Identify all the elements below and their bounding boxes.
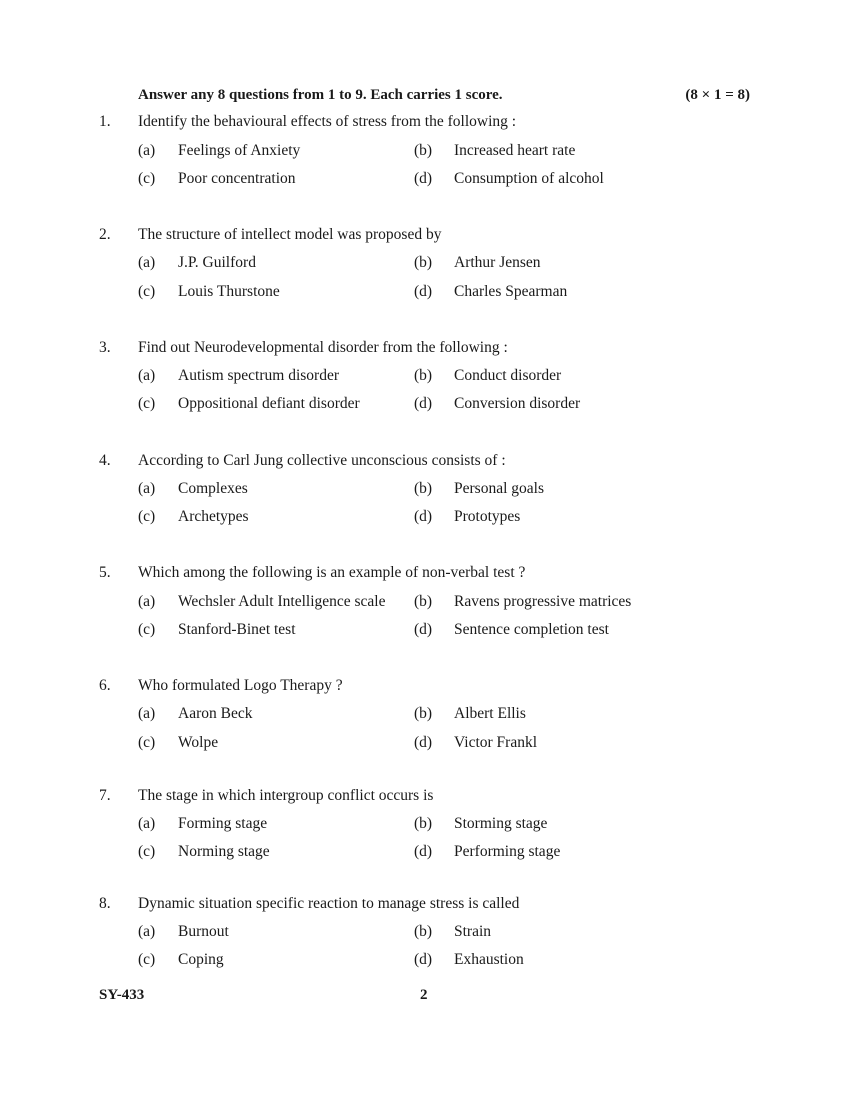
question-3 xyxy=(0,337,850,417)
option-label: (d) xyxy=(414,621,433,638)
option-label: (a) xyxy=(138,923,156,940)
option-label: (c) xyxy=(138,170,156,187)
page-number: 2 xyxy=(420,987,428,1003)
question-stem: The structure of intellect model was proposed by xyxy=(138,226,442,243)
option-label: (b) xyxy=(414,705,433,722)
question-number: 1. xyxy=(99,113,111,130)
question-stem: Which among the following is an example of non-verbal test ? xyxy=(138,564,526,581)
option-text: Feelings of Anxiety xyxy=(178,142,301,159)
option-text: Performing stage xyxy=(454,843,561,860)
option-text: Oppositional defiant disorder xyxy=(178,395,360,412)
option-text: Wechsler Adult Intelligence scale xyxy=(178,593,386,610)
option-label: (d) xyxy=(414,395,433,412)
question-stem: Who formulated Logo Therapy ? xyxy=(138,677,343,694)
option-text: Albert Ellis xyxy=(454,705,526,722)
option-text: Aaron Beck xyxy=(178,705,253,722)
question-number: 3. xyxy=(99,339,111,356)
option-text: Personal goals xyxy=(454,480,544,497)
question-stem: According to Carl Jung collective unconscious consists of : xyxy=(138,452,506,469)
option-label: (c) xyxy=(138,283,156,300)
option-label: (d) xyxy=(414,951,433,968)
question-6 xyxy=(0,675,850,755)
question-stem: Identify the behavioural effects of stress from the following : xyxy=(138,113,517,130)
option-text: Arthur Jensen xyxy=(454,254,541,271)
option-label: (a) xyxy=(138,480,156,497)
option-label: (b) xyxy=(414,254,433,271)
option-text: Wolpe xyxy=(178,734,219,751)
option-text: Conversion disorder xyxy=(454,395,581,412)
option-text: Poor concentration xyxy=(178,170,296,187)
option-text: Coping xyxy=(178,951,224,968)
option-text: Stanford-Binet test xyxy=(178,621,296,638)
question-8 xyxy=(0,893,850,973)
option-label: (d) xyxy=(414,734,433,751)
option-label: (a) xyxy=(138,367,156,384)
option-label: (b) xyxy=(414,815,433,832)
option-label: (b) xyxy=(414,480,433,497)
option-label: (a) xyxy=(138,593,156,610)
option-text: J.P. Guilford xyxy=(178,254,256,271)
option-label: (c) xyxy=(138,734,156,751)
option-label: (b) xyxy=(414,593,433,610)
question-stem: Dynamic situation specific reaction to manage stress is called xyxy=(138,895,520,912)
option-label: (b) xyxy=(414,142,433,159)
option-text: Ravens progressive matrices xyxy=(454,593,632,610)
option-label: (c) xyxy=(138,395,156,412)
option-label: (c) xyxy=(138,621,156,638)
option-text: Strain xyxy=(454,923,492,940)
option-label: (c) xyxy=(138,843,156,860)
option-label: (c) xyxy=(138,951,156,968)
option-label: (a) xyxy=(138,815,156,832)
option-text: Prototypes xyxy=(454,508,521,525)
instruction-text: Answer any 8 questions from 1 to 9. Each carries 1 score. xyxy=(138,87,503,103)
option-label: (a) xyxy=(138,705,156,722)
question-number: 8. xyxy=(99,895,111,912)
option-text: Victor Frankl xyxy=(454,734,538,751)
question-2 xyxy=(0,224,850,304)
question-number: 6. xyxy=(99,677,111,694)
question-number: 5. xyxy=(99,564,111,581)
question-7 xyxy=(0,785,850,865)
option-text: Increased heart rate xyxy=(454,142,576,159)
option-label: (b) xyxy=(414,367,433,384)
option-text: Exhaustion xyxy=(454,951,524,968)
question-4 xyxy=(0,450,850,530)
question-stem: Find out Neurodevelopmental disorder from the following : xyxy=(138,339,508,356)
question-number: 4. xyxy=(99,452,111,469)
option-text: Conduct disorder xyxy=(454,367,562,384)
instruction-line xyxy=(138,84,750,106)
option-label: (c) xyxy=(138,508,156,525)
option-text: Norming stage xyxy=(178,843,270,860)
option-text: Burnout xyxy=(178,923,229,940)
option-label: (d) xyxy=(414,283,433,300)
option-text: Consumption of alcohol xyxy=(454,170,604,187)
option-label: (d) xyxy=(414,843,433,860)
option-text: Autism spectrum disorder xyxy=(178,367,340,384)
option-label: (b) xyxy=(414,923,433,940)
option-label: (d) xyxy=(414,508,433,525)
option-label: (d) xyxy=(414,170,433,187)
question-5 xyxy=(0,562,850,642)
paper-code: SY-433 xyxy=(99,987,145,1003)
question-number: 2. xyxy=(99,226,111,243)
question-number: 7. xyxy=(99,787,111,804)
option-text: Archetypes xyxy=(178,508,249,525)
option-label: (a) xyxy=(138,254,156,271)
question-stem: The stage in which intergroup conflict occurs is xyxy=(138,787,434,804)
option-text: Forming stage xyxy=(178,815,268,832)
option-text: Storming stage xyxy=(454,815,548,832)
option-text: Louis Thurstone xyxy=(178,283,280,300)
option-text: Sentence completion test xyxy=(454,621,609,638)
score-allocation: (8 × 1 = 8) xyxy=(685,87,750,103)
option-label: (a) xyxy=(138,142,156,159)
option-text: Complexes xyxy=(178,480,248,497)
question-1 xyxy=(0,111,850,191)
option-text: Charles Spearman xyxy=(454,283,568,300)
